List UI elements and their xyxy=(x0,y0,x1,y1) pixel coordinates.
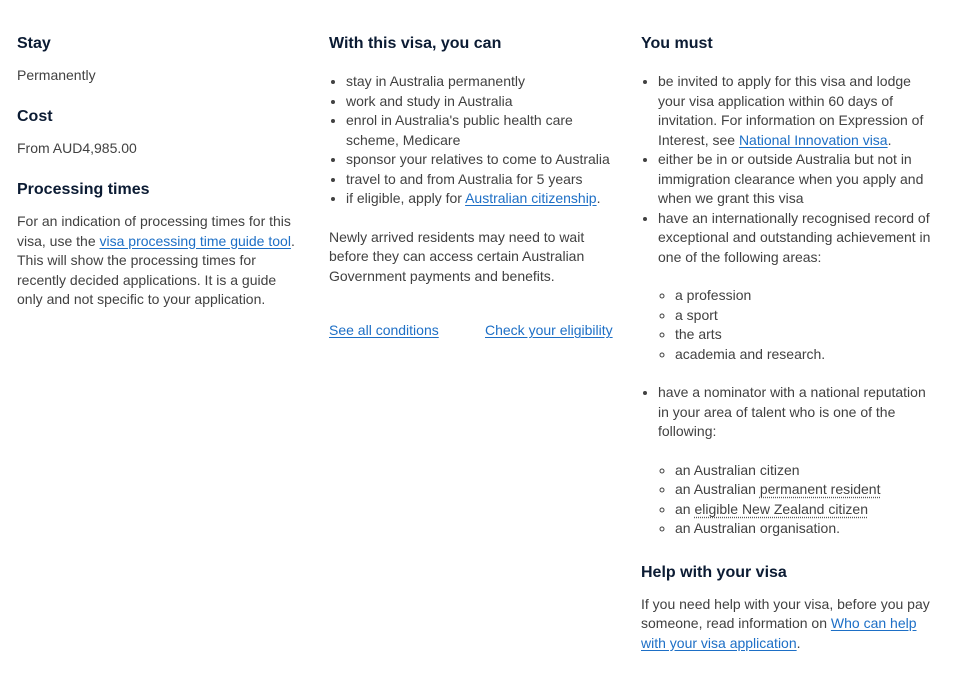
cost-heading: Cost xyxy=(17,107,53,125)
requirements-column xyxy=(641,33,931,653)
list-item: • be invited to apply for this visa and lodge your visa application within 60 days of invitation. For information on Expression of Interest, see National Innovation visa. xyxy=(658,72,931,150)
list-item: • stay in Australia permanently xyxy=(346,72,619,92)
list-item: • if eligible, apply for Australian citizenship. xyxy=(346,189,619,209)
list-item: • sponsor your relatives to come to Australia xyxy=(346,150,619,170)
visa-benefits-column xyxy=(329,33,619,341)
check-eligibility-link[interactable]: Check your eligibility xyxy=(485,322,613,338)
nominator-list xyxy=(658,461,931,539)
list-item: ◦ academia and research. xyxy=(675,345,931,365)
list-item: • either be in or outside Australia but not in immigration clearance when you apply and when we grant this visa xyxy=(658,150,931,209)
permanent-resident-term[interactable]: permanent resident xyxy=(759,481,881,497)
list-item: ◦ a profession xyxy=(675,286,931,306)
list-item: ◦ an Australian permanent resident xyxy=(675,480,931,500)
australian-citizenship-link[interactable]: Australian citizenship xyxy=(465,190,597,206)
stay-value: Permanently xyxy=(17,67,96,83)
list-item: • have a nominator with a national reputation in your area of talent who is one of the following: ◦ an Australian citizen ◦ an Australian permanent resident ◦ an eligible New Zealand citizen ◦ an Australian organisation. xyxy=(658,383,931,539)
list-item: ◦ an eligible New Zealand citizen xyxy=(675,500,931,520)
stay-heading: Stay xyxy=(17,35,51,52)
eligible-nz-citizen-term[interactable]: eligible New Zealand citizen xyxy=(694,500,869,517)
list-item: ◦ an Australian organisation. xyxy=(675,519,931,539)
benefits-list xyxy=(329,72,619,209)
visa-summary-column xyxy=(17,33,297,310)
action-links xyxy=(329,321,619,341)
cost-value: From AUD4,985.00 xyxy=(17,139,137,156)
help-text: If you need help with your visa, before you pay someone, read information on Who can help with your visa application. xyxy=(641,595,930,651)
processing-time-guide-link[interactable]: visa processing time guide tool xyxy=(99,232,291,249)
list-item: • enrol in Australia's public health care scheme, Medicare xyxy=(346,111,619,150)
residents-note: Newly arrived residents may need to wait before they can access certain Australian Government payments and benefits. xyxy=(329,228,585,284)
list-item: ◦ the arts xyxy=(675,325,931,345)
national-innovation-visa-link[interactable]: National Innovation visa xyxy=(738,131,888,148)
list-item: ◦ a sport xyxy=(675,306,931,326)
list-item: • travel to and from Australia for 5 years xyxy=(346,170,619,190)
list-item: • work and study in Australia xyxy=(346,92,619,112)
achievement-areas-list xyxy=(658,286,931,364)
with-visa-heading: With this visa, you can xyxy=(329,35,502,52)
see-all-conditions-link[interactable]: See all conditions xyxy=(329,322,439,338)
who-can-help-link[interactable]: Who can help with your visa application xyxy=(641,615,917,651)
list-item: • have an internationally recognised record of exceptional and outstanding achievement in one of the following areas: ◦ a profession ◦ a sport ◦ the arts ◦ academia and research. xyxy=(658,209,931,365)
processing-times-text: For an indication of processing times for this visa, use the visa processing time guide tool. This will show the processing times for recently decided applications. It is a guide only and not specific to your application. xyxy=(17,213,295,307)
requirements-list xyxy=(641,72,931,539)
help-heading: Help with your visa xyxy=(641,563,787,581)
you-must-heading: You must xyxy=(641,35,713,52)
processing-times-heading: Processing times xyxy=(17,181,150,198)
list-item: ◦ an Australian citizen xyxy=(675,461,931,481)
